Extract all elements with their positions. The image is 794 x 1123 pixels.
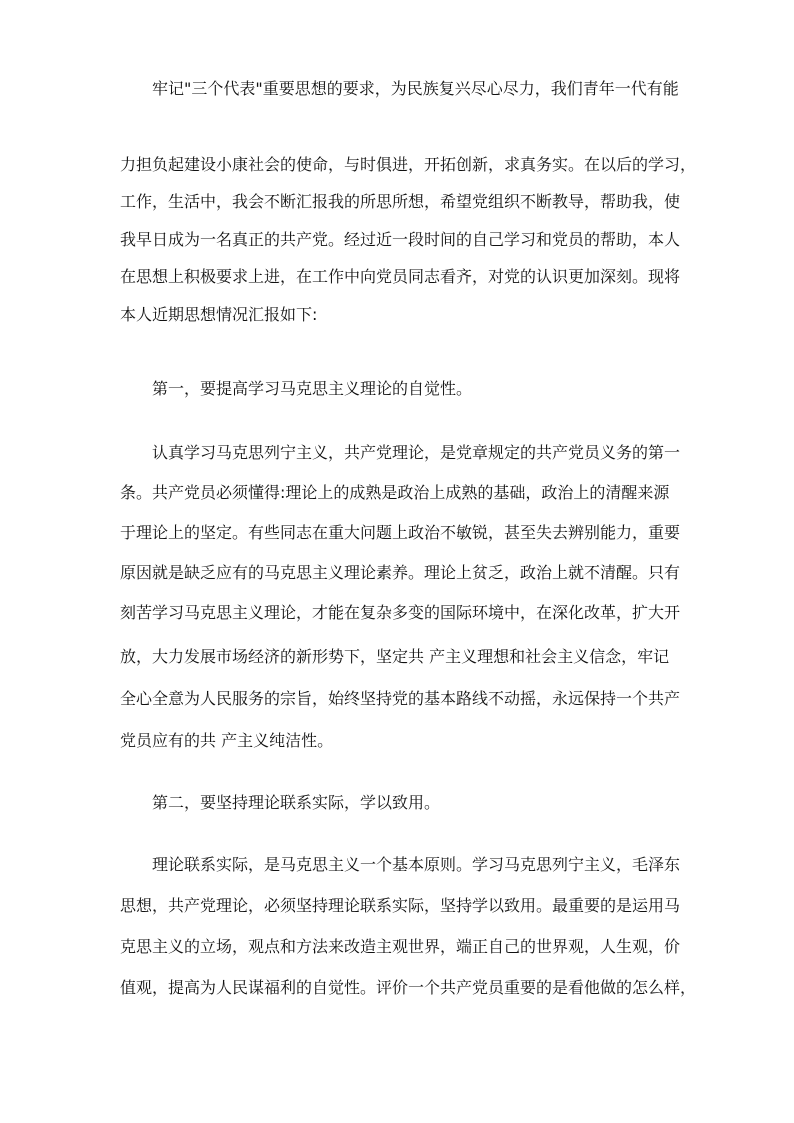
text-line: 值观，提高为人民谋福利的自觉性。评价一个共产党员重要的是看他做的怎么样， bbox=[120, 978, 697, 997]
text-line: 刻苦学习马克思主义理论，才能在复杂多变的国际环境中，在深化改革，扩大开 bbox=[120, 603, 681, 622]
text-line: 条。共产党员必须懂得:理论上的成熟是政治上成熟的基础，政治上的清醒来源 bbox=[120, 483, 670, 502]
text-line: 认真学习马克思列宁主义，共产党理论，是党章规定的共产党员义务的第一 bbox=[152, 443, 681, 462]
text-line: 党员应有的共 产主义纯洁性。 bbox=[120, 731, 334, 750]
text-line: 理论联系实际，是马克思主义一个基本原则。学习马克思列宁主义，毛泽东 bbox=[152, 855, 681, 874]
text-line: 力担负起建设小康社会的使命，与时俱进，开拓创新，求真务实。在以后的学习， bbox=[120, 155, 697, 174]
text-line: 工作，生活中，我会不断汇报我的所思所想，希望党组织不断教导，帮助我，使 bbox=[120, 192, 681, 211]
text-line: 本人近期思想情况汇报如下: bbox=[120, 305, 318, 324]
text-line: 在思想上积极要求上进，在工作中向党员同志看齐，对党的认识更加深刻。现将 bbox=[120, 267, 681, 286]
text-line: 牢记"三个代表"重要思想的要求，为民族复兴尽心尽力，我们青年一代有能 bbox=[152, 79, 679, 98]
text-line: 克思主义的立场，观点和方法来改造主观世界，端正自己的世界观，人生观，价 bbox=[120, 937, 681, 956]
text-line: 放，大力发展市场经济的新形势下，坚定共 产主义理想和社会主义信念，牢记 bbox=[120, 647, 670, 666]
text-line: 于理论上的坚定。有些同志在重大问题上政治不敏锐，甚至失去辨别能力，重要 bbox=[120, 523, 681, 542]
text-line: 思想，共产党理论，必须坚持理论联系实际，坚持学以致用。最重要的是运用马 bbox=[120, 896, 681, 915]
text-line: 第一，要提高学习马克思主义理论的自觉性。 bbox=[152, 379, 473, 398]
text-line: 第二，要坚持理论联系实际，学以致用。 bbox=[152, 793, 441, 812]
text-line: 全心全意为人民服务的宗旨，始终坚持党的基本路线不动摇，永远保持一个共产 bbox=[120, 689, 681, 708]
text-line: 我早日成为一名真正的共产党。经过近一段时间的自己学习和党员的帮助，本人 bbox=[120, 230, 681, 249]
text-line: 原因就是缺乏应有的马克思主义理论素养。理论上贫乏，政治上就不清醒。只有 bbox=[120, 563, 681, 582]
